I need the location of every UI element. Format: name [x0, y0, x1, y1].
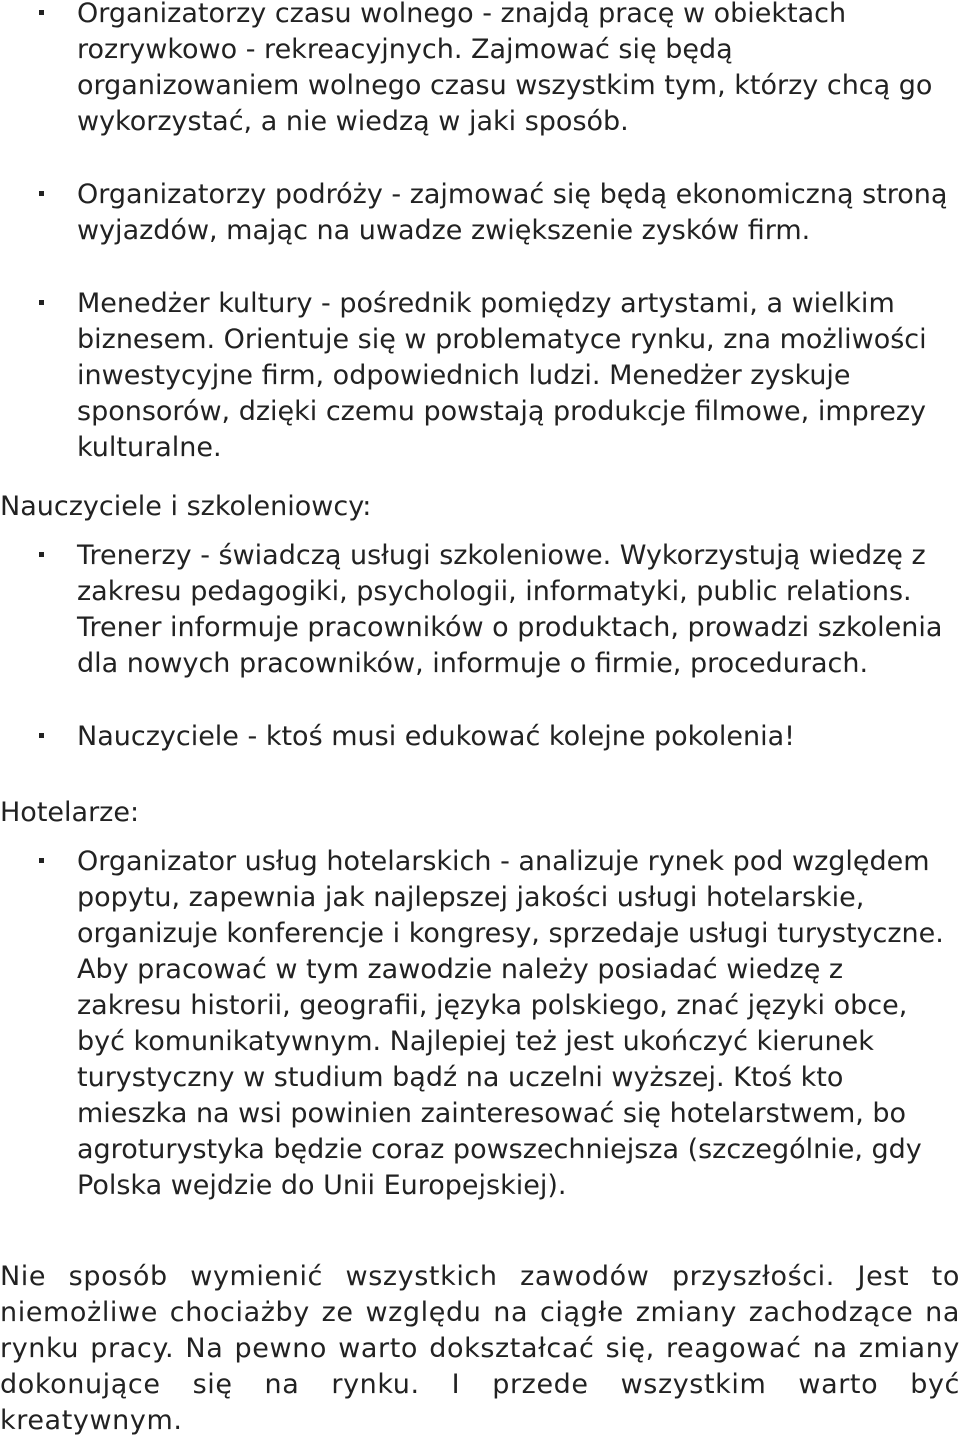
list-item [0, 719, 960, 755]
list-item [0, 286, 960, 466]
section-heading: Nauczyciele i szkoleniowcy: [0, 491, 372, 522]
list-item-text: Nauczyciele - ktoś musi edukować kolejne pokolenia! [77, 721, 795, 752]
list-item-text: Organizator usług hotelarskich - analizuje rynek pod względem popytu, zapewnia jak najlepszej jakości usługi hotelarskie, organizuje konferencje i kongresy, sprzedaje usługi turystyczne. Aby pracować w tym zawodzie należy posiadać wiedzę z zakresu historii, geografii, języka polskiego, znać języki obce, być komunikatywnym. Najlepiej też jest ukończyć kierunek turystyczny w studium bądź na uczelni wyższej. Ktoś kto mieszka na wsi powinien zainteresować się hotelarstwem, bo agroturystyka będzie coraz powszechniejsza (szczególnie, gdy Polska wejdzie do Unii Europejskiej). [77, 846, 944, 1201]
list-item-text: Organizatorzy czasu wolnego - znajdą pracę w obiektach rozrywkowo - rekreacyjnych. Zajmować się będą organizowaniem wolnego czasu wszystkim tym, którzy chcą go wykorzystać, a nie wiedzą w jaki sposób. [77, 0, 933, 137]
list-item [0, 538, 960, 682]
bullet-icon [39, 858, 44, 863]
list-leisure-travel-culture [0, 0, 960, 466]
list-item [0, 177, 960, 249]
list-item [0, 844, 960, 1204]
bullet-icon [39, 300, 44, 305]
list-hotel [0, 844, 960, 1204]
list-item-text: Organizatorzy podróży - zajmować się będą ekonomiczną stroną wyjazdów, mając na uwadze zwiększenie zysków firm. [77, 179, 948, 246]
list-item-text: Trenerzy - świadczą usługi szkoleniowe. Wykorzystują wiedzę z zakresu pedagogiki, psychologii, informatyki, public relations. Trener informuje pracowników o produktach, prowadzi szkolenia dla nowych pracowników, informuje o firmie, procedurach. [77, 540, 943, 679]
closing-paragraph: Nie sposób wymienić wszystkich zawodów przyszłości. Jest to niemożliwe chociażby ze względu na ciągłe zmiany zachodzące na rynku pracy. Na pewno warto dokształcać się, reagować na zmiany dokonujące się na rynku. I przede wszystkim warto być kreatywnym. [0, 1261, 960, 1436]
bullet-icon [39, 733, 44, 738]
bullet-icon [39, 552, 44, 557]
list-item [0, 0, 960, 140]
list-teachers [0, 538, 960, 755]
bullet-icon [39, 191, 44, 196]
section-heading: Hotelarze: [0, 797, 140, 828]
bullet-icon [39, 10, 44, 15]
list-item-text: Menedżer kultury - pośrednik pomiędzy artystami, a wielkim biznesem. Orientuje się w problematyce rynku, zna możliwości inwestycyjne firm, odpowiednich ludzi. Menedżer zyskuje sponsorów, dzięki czemu powstają produkcje filmowe, imprezy kulturalne. [77, 288, 927, 463]
